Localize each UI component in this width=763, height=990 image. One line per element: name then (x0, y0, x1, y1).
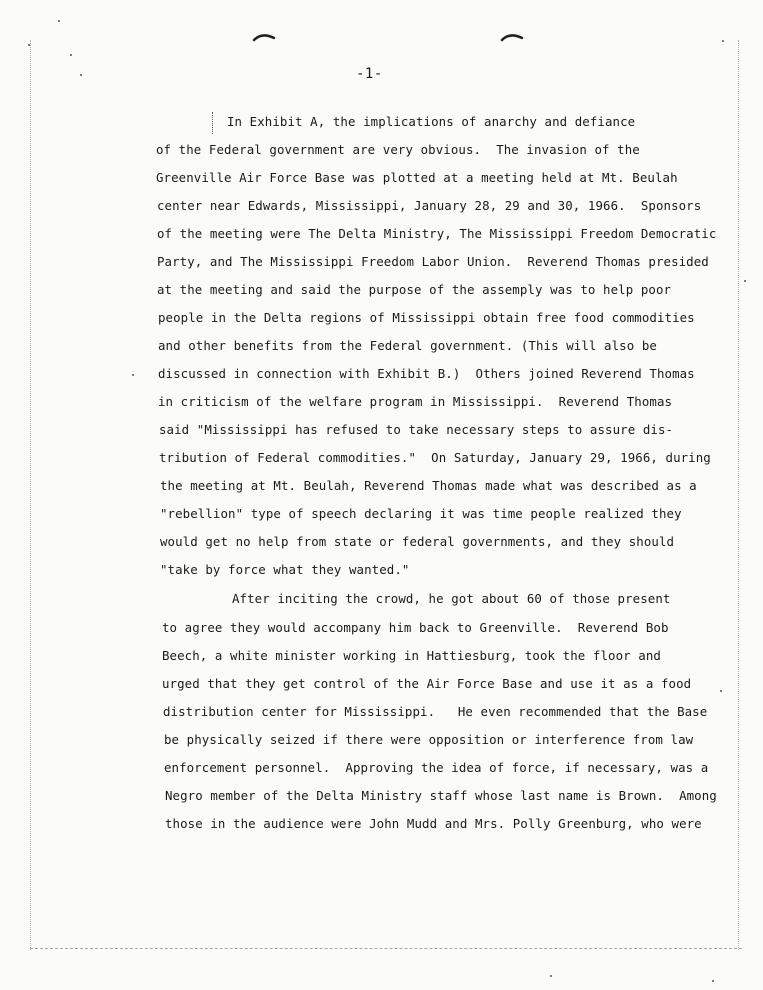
text-line: at the meeting and said the purpose of the assemply was to help poor (157, 282, 672, 297)
text-line: center near Edwards, Mississippi, January 28, 29 and 30, 1966. Sponsors (157, 198, 702, 213)
text-line: After inciting the crowd, he got about 60 of those present (232, 591, 671, 606)
text-line: Beech, a white minister working in Hattiesburg, took the floor and (162, 648, 661, 663)
text-line: in criticism of the welfare program in Mississippi. Reverend Thomas (158, 394, 673, 409)
text-line: those in the audience were John Mudd and Mrs. Polly Greenburg, who were (165, 816, 702, 831)
scan-speck (712, 980, 714, 982)
staple-mark-left (252, 30, 276, 44)
scan-speck (58, 20, 60, 22)
text-line: In Exhibit A, the implications of anarchy and defiance (227, 114, 636, 129)
scan-speck (70, 54, 72, 56)
text-line: "take by force what they wanted." (160, 562, 410, 577)
text-line: enforcement personnel. Approving the idea of force, if necessary, was a (164, 760, 709, 775)
text-line: people in the Delta regions of Mississippi obtain free food commodities (158, 310, 695, 325)
scan-speck (722, 40, 724, 42)
text-line: the meeting at Mt. Beulah, Reverend Thomas made what was described as a (160, 478, 697, 493)
text-line: distribution center for Mississippi. He even recommended that the Base (163, 704, 708, 719)
text-line: to agree they would accompany him back to Greenville. Reverend Bob (162, 620, 669, 635)
text-line: Negro member of the Delta Ministry staff whose last name is Brown. Among (165, 788, 717, 803)
text-line: "rebellion" type of speech declaring it was time people realized they (160, 506, 682, 521)
scan-speck (132, 374, 134, 376)
text-line: of the meeting were The Delta Ministry, The Mississippi Freedom Democratic (157, 226, 717, 241)
text-line: discussed in connection with Exhibit B.) Others joined Reverend Thomas (158, 366, 695, 381)
text-line: would get no help from state or federal governments, and they should (160, 534, 675, 549)
text-line: Greenville Air Force Base was plotted at a meeting held at Mt. Beulah (156, 170, 678, 185)
text-line: tribution of Federal commodities." On Saturday, January 29, 1966, during (159, 450, 711, 465)
text-line: Party, and The Mississippi Freedom Labor Union. Reverend Thomas presided (157, 254, 709, 269)
text-line: be physically seized if there were opposition or interference from law (164, 732, 694, 747)
scan-speck (744, 280, 746, 282)
scan-border-left (30, 40, 31, 950)
scan-border-right (738, 40, 739, 950)
text-line: of the Federal government are very obvious. The invasion of the (156, 142, 640, 157)
text-line: said "Mississippi has refused to take necessary steps to assure dis- (159, 422, 674, 437)
staple-mark-right (500, 30, 524, 44)
scan-speck (80, 74, 82, 76)
scan-speck (550, 975, 552, 977)
text-line: and other benefits from the Federal government. (This will also be (158, 338, 657, 353)
page-number: -1- (356, 66, 383, 82)
scan-border-bottom (30, 948, 742, 949)
text-line: urged that they get control of the Air Force Base and use it as a food (162, 676, 692, 691)
margin-mark (212, 112, 214, 134)
scan-speck (720, 690, 722, 692)
scan-speck (28, 44, 30, 46)
